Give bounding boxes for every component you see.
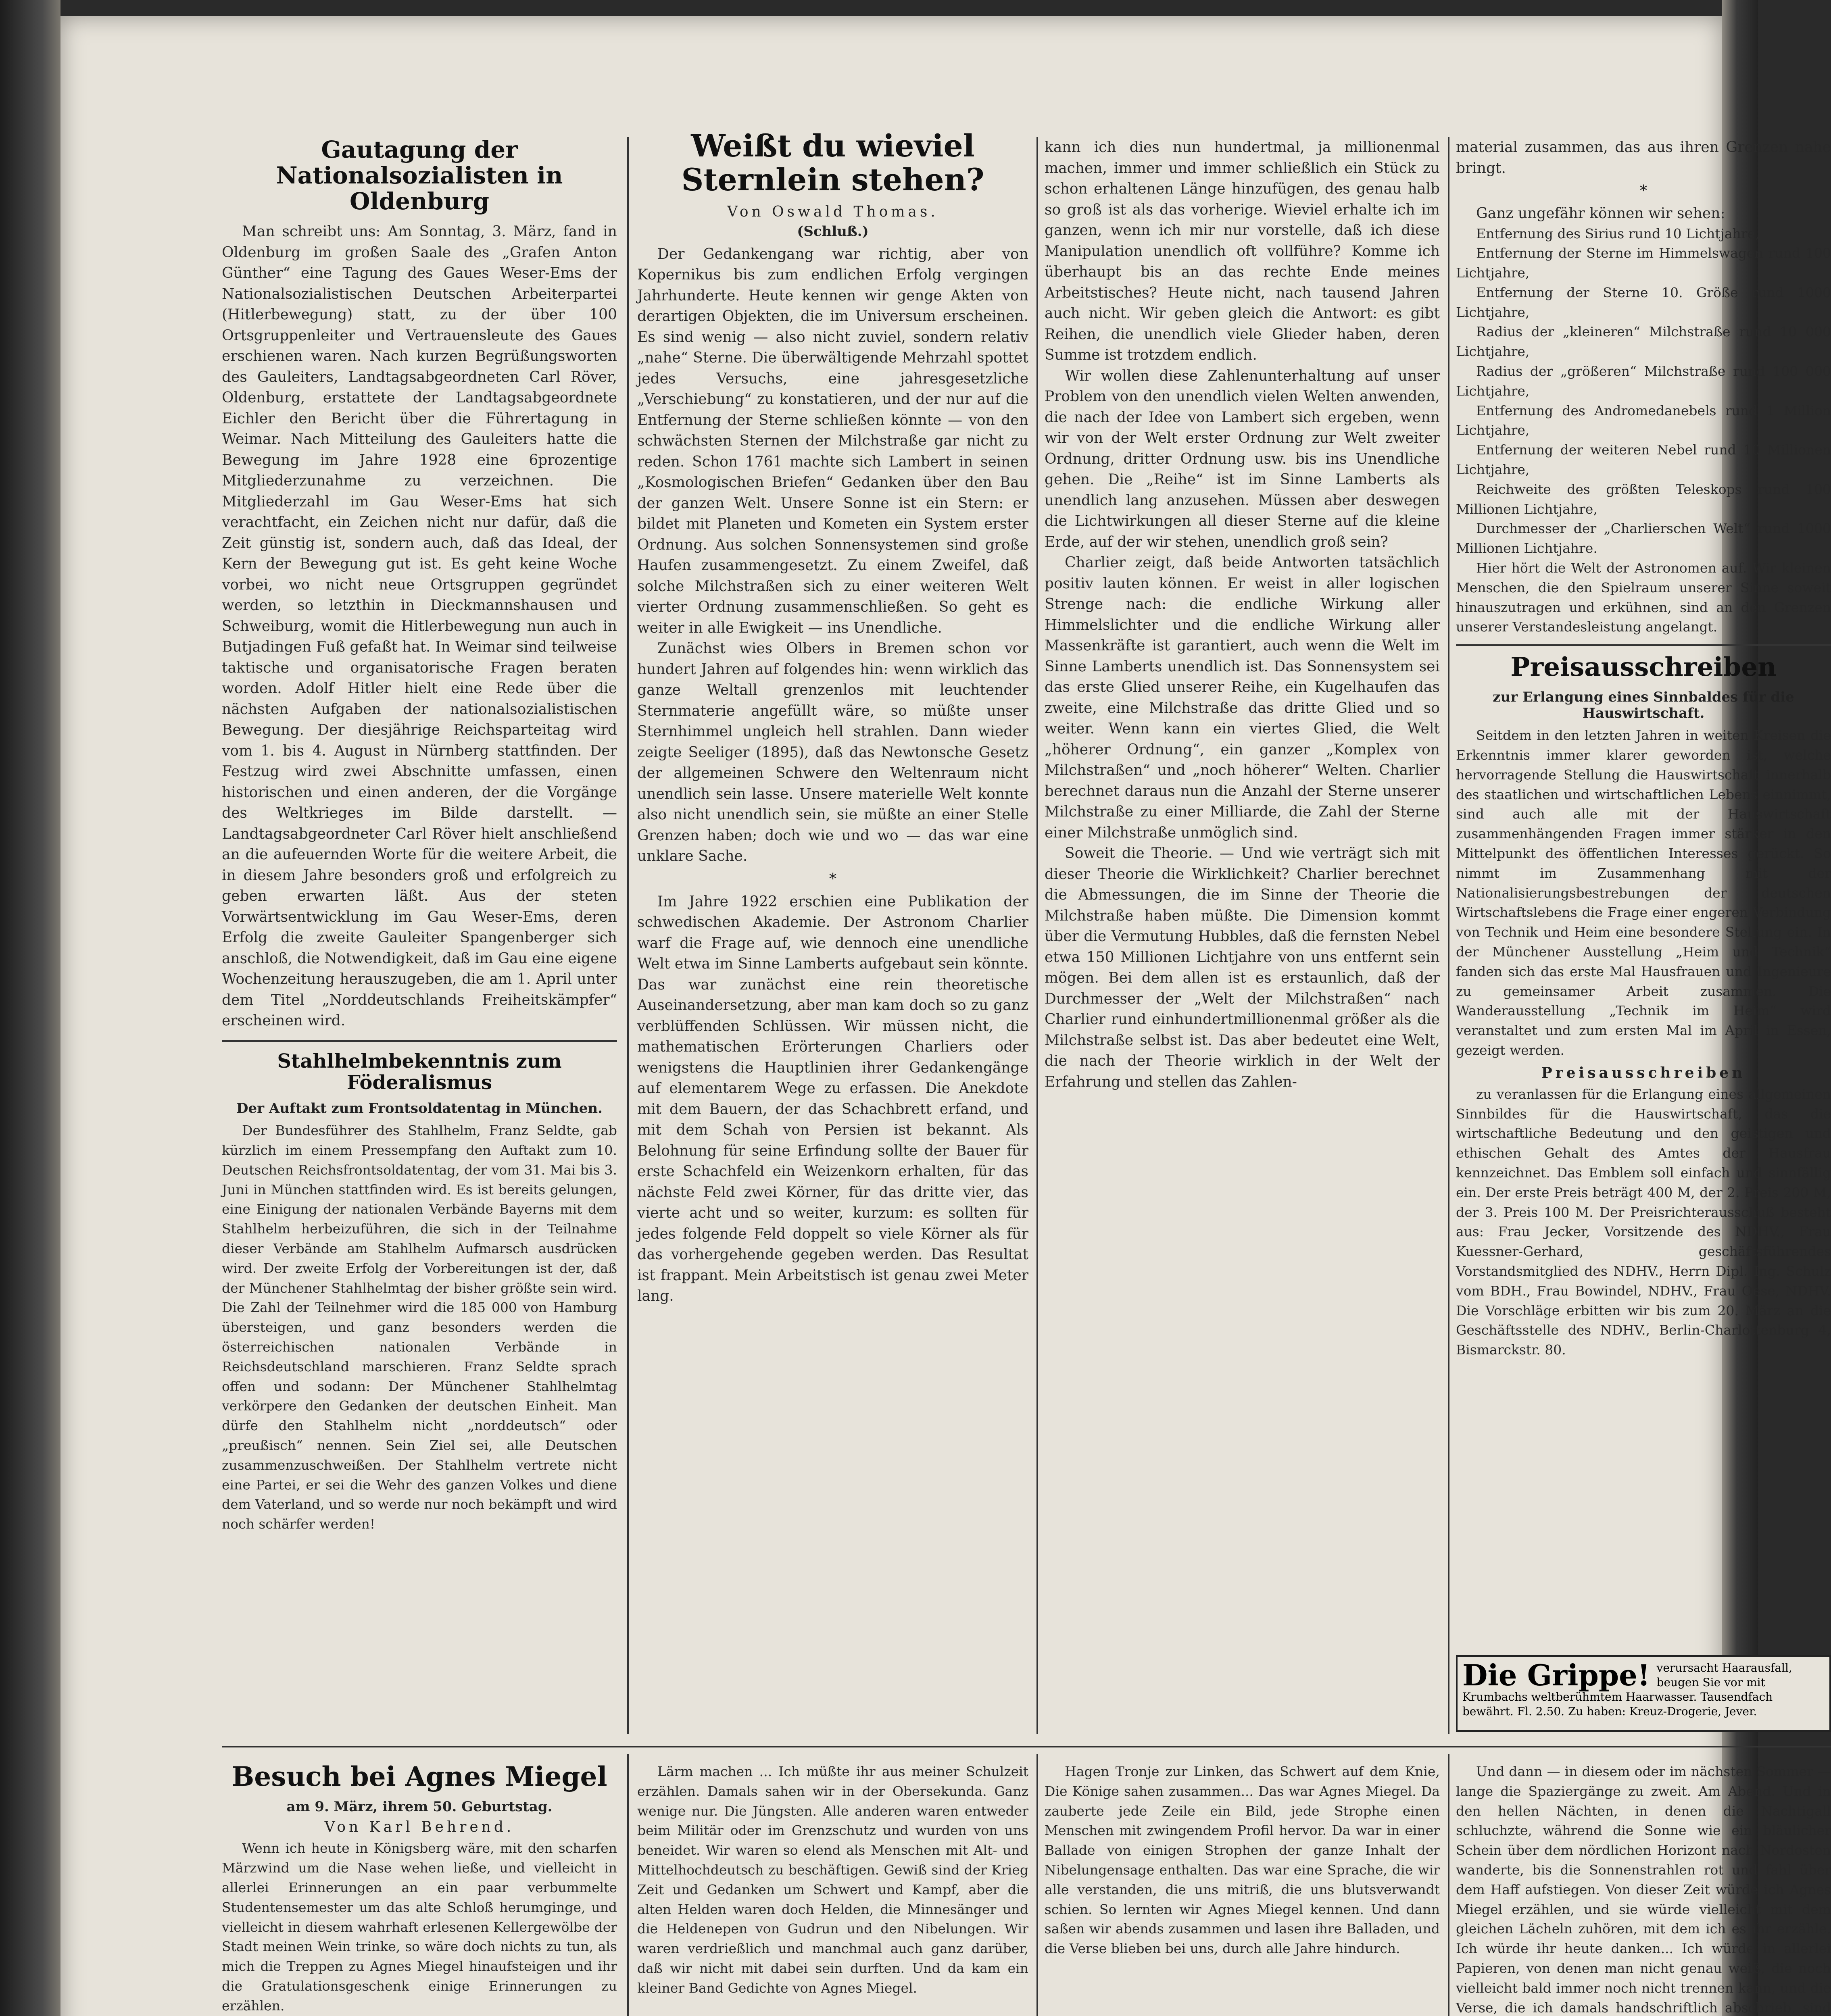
column-rule xyxy=(1448,137,1449,1734)
byline-thomas: Von Oswald Thomas. xyxy=(727,204,938,221)
article-divider xyxy=(222,1040,617,1042)
article-miegel-part-5: Und dann — in diesem oder im nächsten Sommer — lange die Spaziergänge zu zweit. Am Abend. Und in den hellen Nächten, in denen die Nachtigall schluchzte, während die Sonne wie ein bläulicher Schein über dem nördlichen Horizont nach Nordosten wanderte, bis die Sonnenstrahlen rot und fahl über dem Haff aufstiegen. Von dieser Zeit würde ich Agnes Miegel erzählen, und sie würde vielleicht mit dem gleichen Lächeln zuhören, mit dem ich es ihr erzähle. Ich würde ihr heute danken... Ich würde in allerlei Papieren, von denen man nicht genau weiß, die noch vielleicht bald immer noch nicht trennen kann, und die Verse, die ich damals handschriftlich abschrieb, sind xyxy=(1456,1764,1831,2016)
bottom-column-3 xyxy=(1045,1762,1440,1959)
section-divider xyxy=(222,1746,1831,1747)
distance-list-item: Radius der „größeren“ Milchstraße rund 100 000 Lichtjahre, xyxy=(1456,363,1831,399)
bottom-column-1 xyxy=(222,1762,617,2016)
distance-list-item: Entfernung des Sirius rund 10 Lichtjahre, xyxy=(1476,225,1760,242)
article-sternlein-part-6: Charlier zeigt, daß beide Antworten tatsächlich positiv lauten können. Er weist in aller logischen Strenge nach: die endliche Wirkung aller Himmelslichter und die endliche Wirkung aller Massenkräfte ist garantiert, auch wenn die Welt im Sinne Lamberts unendlich ist. Das Sonnensystem sei das erste Glied unserer Reihe, ein Kugelhaufen das zweite, eine Milchstraße das dritte Glied und so weiter. Wenn kann ein viertes Glied, die Welt „höherer Ordnung“, ein ganzer „Komplex von Milchstraßen“ und „noch höherer“ Welten. Charlier berechnet daraus nun die Anzahl der Sterne unserer Milchstraße zu einer Milliarde, die Zahl der Sterne einer Milchstraße unmöglich sind. xyxy=(1045,554,1440,841)
headline-stahlhelm: Stahlhelmbekenntnis zum Föderalismus xyxy=(277,1050,562,1094)
column-3 xyxy=(1045,137,1440,1092)
bottom-column-4 xyxy=(1456,1762,1831,2016)
column-rule xyxy=(1448,1754,1449,2016)
column-rule xyxy=(1036,137,1038,1734)
article-preisausschreiben-body: Seitdem in den letzten Jahren in weiten Kreisen die Erkenntnis immer klarer geworden ist, welche hervorragende Stellung die Hauswirtschaft innerhalb des staatlichen und wirtschaftlichen Lebens einnimmt, sind auch alle mit der Hauswirtschaft zusammenhängenden Fragen immer stärker in den Mittelpunkt des öffentlichen Interesses gerückt. So nimmt im Zusammenhang mit der Nationalisierungsbestrebungen der deutschen Wirtschaftslebens die Frage einer engeren Verbindung von Technik und Heim eine besondere Stellung ein. In der Münchener Ausstellung „Heim und Technik“ fanden sich das erste Mal Hausfrauen und Ingenieure zu gemeinsamer Arbeit zusammen. Die Wanderausstellung „Technik im Heim“ wird veranstaltet und zum ersten Mal im April in Essen, gezeigt werden. xyxy=(1456,727,1831,1058)
headline-gautagung: Gautagung der Nationalsozialisten in Oldenburg xyxy=(276,136,563,215)
distance-list-item: Entfernung des Andromedanebels rund 1 Million Lichtjahre, xyxy=(1456,402,1831,438)
bottom-column-2 xyxy=(637,1762,1028,1998)
distance-list-item: Durchmesser der „Charlierschen Welt“ rund 1000 Millionen Lichtjahre. xyxy=(1456,521,1831,556)
section-preisausschreiben: Preisausschreiben xyxy=(1541,1064,1746,1081)
column-1 xyxy=(222,137,617,1534)
column-4 xyxy=(1456,137,1831,1360)
article-miegel-part-4: Hagen Tronje zur Linken, das Schwert auf dem Knie, Die Könige sahen zusammen... Das war Agnes Miegel. Da zauberte jede Zeile ein Bild, jede Strophe einen Menschen mit zwingendem Profil hervor. Da war in einer Ballade von einigen Strophen der ganze Inhalt der Nibelungensage enthalten. Das war eine Sprache, die wir alle verstanden, die uns mitriß, die uns blutsverwandt schien. So lernten wir Agnes Miegel kennen. Und dann saßen wir abends zusammen und lasen ihre Balladen, und die Verse blieben bei uns, durch alle Jahre hindurch. xyxy=(1045,1764,1440,1957)
article-sternlein-part-7: Soweit die Theorie. — Und wie verträgt sich mit dieser Theorie die Wirklichkeit? Charlier berechnet die Abmessungen, die im Sinne der Theorie die Milchstraße haben müßte. Die Dimension kommt über die Vermutung Hubbles, daß die fernsten Nebel etwa 150 Millionen Lichtjahre von uns entfernt sein mögen. Bei dem allen ist es erstaunlich, daß der Durchmesser der „Welt der Milchstraßen“ nach Charlier rund einhundertmillionenmal größer als die Milchstraße selbst ist. Das aber bedeutet eine Welt, die nach der Theorie wirklich in der Welt der Erfahrung und stellen das Zahlen- xyxy=(1045,845,1440,1090)
distance-list-item: Radius der „kleineren“ Milchstraße rund 10 000 Lichtjahre, xyxy=(1456,324,1831,360)
column-rule xyxy=(1036,1754,1038,2016)
subheadline-agnes-miegel: am 9. März, ihrem 50. Geburtstag. xyxy=(286,1798,553,1815)
column-rule xyxy=(627,1754,629,2016)
book-binding-edge xyxy=(0,0,60,2016)
article-miegel-part-1: Wenn ich heute in Königsberg wäre, mit den scharfen Märzwind um die Nase wehen ließe, und vielleicht in allerlei Erinnerungen an ein paar verbummelte Studentensemester um das alte Schloß herumginge, und vielleicht in diesem wahrhaft erlesenen Kellergewölbe der Stadt meinen Wein trinke, so wäre doch nichts zu tun, als mich die Treppen zu Agnes Miegel hinaufsteigen und ihr die Gratulationsgeschenk einige Erinnerungen zu erzählen. xyxy=(222,1840,617,2014)
article-sternlein-part-3: Im Jahre 1922 erschien eine Publikation der schwedischen Akademie. Der Astronom Charlier warf die Frage auf, wie dennoch eine unendliche Welt etwa im Sinne Lamberts aufgebaut sein könnte. Das war zunächst eine rein theoretische Auseinandersetzung, aber man kam doch so zu ganz verblüffenden Schlüssen. Wir müssen nicht, die mathematischen Erörterungen Charliers oder wenigstens die Hauptlinien ihrer Gedankengänge auf elementarem Wege zu erfassen. Die Anekdote mit dem Bauern, der das Schachbrett erfand, und mit dem Schah von Persien ist bekannt. Als Belohnung für seine Erfindung sollte der Bauer für erste Schachfeld ein Weizenkorn erhalten, für das nächste Feld zwei Körner, für das dritte vier, das vierte acht und so weiter, kurzum: es sollten für jedes folgende Feld doppelt so viele Körner als für das vorhergehende gegeben werden. Das Resultat ist frappant. Mein Arbeitstisch ist genau zwei Meter lang. xyxy=(637,893,1028,1305)
newspaper-page xyxy=(60,16,1831,2016)
distance-list-item: Entfernung der Sterne im Himmelswagen rund 100 Lichtjahre, xyxy=(1456,245,1831,281)
article-miegel-part-3: Lärm machen ... Ich müßte ihr aus meiner Schulzeit erzählen. Damals sahen wir in der Obersekunda. Ganz wenige nur. Die Jüngsten. Alle anderen waren entweder beim Militär oder im Grenzschutz und wurden von uns beneidet. Wir waren so elend als Menschen mit Alt- und Mittelhochdeutsch zu beschäftigen. Gewiß sind der Krieg Zeit und Gedanken um Schwert und Kampf, aber die alten Helden waren doch Helden, die Minnesänger und die Heldenepen von Gudrun und den Nibelungen. Wir waren verdrießlich und manchmal auch ganz darüber, daß wir nicht mit dabei sein durften. Und da kam ein kleiner Band Gedichte von Agnes Miegel. xyxy=(637,1764,1028,1996)
article-sternlein-part-2: Zunächst wies Olbers in Bremen schon vor hundert Jahren auf folgendes hin: wenn wirklich das ganze Weltall grenzenlos mit leuchtender Sternmaterie angefüllt wäre, so müßte unser Sternhimmel ungleich hell strahlen. Dann wieder zeigte Seeliger (1895), daß das Newtonsche Gesetz der allgemeinen Schwere den Weltenraum nicht unendlich sein lasse. Unsere materielle Welt konnte also nicht unendlich sein, sie müßte an einer Stelle Grenzen haben; doch wie und wo — das war eine unklare Sache. xyxy=(637,640,1028,865)
continued-marker: (Schluß.) xyxy=(797,223,869,240)
byline-behrend: Von Karl Behrend. xyxy=(324,1819,515,1836)
article-sternlein-part-1: Der Gedankengang war richtig, aber von Kopernikus bis zum endlichen Erfolg vergingen Jahrhunderte. Heute kennen wir genge Akten von derartigen Objekten, die im Universum erscheinen. Es sind wenig — also nicht zuviel, sondern relativ „nahe“ Sterne. Die überwältigende Mehrzahl spottet jedes Versuchs, eine jahresgesetzliche „Verschiebung“ zu konstatieren, und der nur auf die Entfernung der Sterne schließen könnte — von den schwächsten Sternen der Milchstraße gar nicht zu reden. Schon 1761 machte sich Lambert in seinen „Kosmologischen Briefen“ Gedanken über den Bau der ganzen Welt. Unsere Sonne ist ein Stern: er bildet mit Planeten und Kometen ein System erster Ordnung. Aus solchen Sonnensystemen sind große Haufen zusammengesetzt. Zu einem Zweifel, daß solche Milchstraßen sich zu einer weiteren Welt vierter Ordnung zusammenschließen. So geht es weiter in alle Ewigkeit — ins Unendliche. xyxy=(637,246,1028,636)
article-divider xyxy=(1456,644,1831,646)
distance-list-item: Reichweite des größten Teleskops rund 100 Millionen Lichtjahre, xyxy=(1456,481,1831,517)
distance-list-item: Entfernung der weiteren Nebel rund 10 Millionen Lichtjahre, xyxy=(1456,442,1831,478)
headline-agnes-miegel: Besuch bei Agnes Miegel xyxy=(231,1761,607,1792)
article-preisausschreiben-rules: zu veranlassen für die Erlangung eines allgemeinen Sinnbildes für die Hauswirtschaft, das die wirtschaftliche Bedeutung und den geistigen und ethischen Gehalt des Amtes der Hausfrau kennzeichnet. Das Emblem soll einfach und sinnfällig ein. Der erste Preis beträgt 400 M, der 2. Preis 200 M, der 3. Preis 100 M. Der Preisrichterausschuß besteht aus: Frau Jecker, Vorsitzende des NDHV., Frau Kuessner-Gerhard, geschäftsführendes Vorstandsmitglied des NDHV., Herrn Dipl. Ing. Schulz vom BDH., Frau Bowindel, NDHV., Frau Oese, NDHV. Die Vorschläge erbitten wir bis zum 20. März an die Geschäftsstelle des NDHV., Berlin-Charlottenburg 4, Bismarckstr. 80. xyxy=(1456,1086,1831,1358)
column-rule xyxy=(627,137,629,1734)
article-gautagung-body: Man schreibt uns: Am Sonntag, 3. März, fand in Oldenburg im großen Saale des „Grafen Anton Günther“ eine Tagung des Gaues Weser-Ems der Nationalsozialistischen Deutschen Arbeiterpartei (Hitlerbewegung) statt, zu der über 100 Ortsgruppenleiter und Vertrauensleute des Gaues erschienen waren. Nach kurzen Begrüßungsworten des Gauleiters, Landtagsabgeordneten Carl Röver, Oldenburg, erstattete der Landtagsabgeordnete Eichler den Bericht über die Führertagung in Weimar. Nach Mitteilung des Gauleiters hatte die Bewegung im Jahre 1928 eine 6prozentige Mitgliederzunahme zu verzeichnen. Die Mitgliederzahl im Gau Weser-Ems hat sich verachtfacht, ein Zeichen nicht nur dafür, daß die Zeit günstig ist, sondern auch, daß das Ideal, der Kern der Bewegung gut ist. Es geht keine Woche vorbei, wo nicht neue Ortsgruppen gegründet werden, so letzthin in Dieckmannshausen und Schweiburg, womit die Hitlerbewegung nun auch in Butjadingen Fuß gefaßt hat. In Weimar sind teilweise taktische und organisatorische Fragen beraten worden. Adolf Hitler hielt eine Rede über die nächsten Aufgaben der nationalsozialistischen Bewegung. Der diesjährige Reichsparteitag wird vom 1. bis 4. August in Nürnberg stattfinden. Der Festzug wird zwei Abschnitte umfassen, einen historischen und einen anderen, der die Vorgänge des Weltkrieges im Bilde darstellt. — Landtagsabgeordneter Carl Röver hielt anschließend an die aufeuernden Worte für die weitere Arbeit, die in diesem Jahre besonders groß und erfolgreich zu geben erwarten läßt. Aus der steten Vorwärtsentwicklung im Gau Weser-Ems, deren Erfolg die zweite Gauleiter Spangenberger sich anschloß, die Notwendigkeit, daß im Gau eine eigene Wochenzeitung herauszugeben, die am 1. April unter dem Titel „Norddeutschlands Freiheitskämpfer“ erscheinen wird. xyxy=(222,223,617,1029)
subheadline-preisausschreiben: zur Erlangung eines Sinnbaldes für die Hauswirtschaft. xyxy=(1493,689,1794,722)
column-2 xyxy=(637,129,1028,1307)
ad-grippe-title: Die Grippe! xyxy=(1462,1658,1650,1692)
article-sternlein-conclusion: Hier hört die Welt der Astronomen auf. Wir kleinen Menschen, die den Spielraum unserer Sinne soweit hinauszutragen und erkühnen, sind an den Grenzen unserer Verstandesleistung angelangt. xyxy=(1456,560,1831,635)
article-sternlein-end: material zusammen, das aus ihren Grenzen nahe bringt. xyxy=(1456,139,1831,177)
article-stahlhelm-body: Der Bundesführer des Stahlhelm, Franz Seldte, gab kürzlich im einem Pressempfang den Auftakt zum 10. Deutschen Reichsfrontsoldatentag, der vom 31. Mai bis 3. Juni in München stattfinden wird. Es ist bereits gelungen, eine Einigung der nationalen Verbände Bayerns mit dem Stahlhelm herbeizuführen, die sich in der Teilnahme dieser Verbände am Stahlhelm Aufmarsch ausdrücken wird. Der zweite Erfolg der Vorbereitungen ist der, daß der Münchener Stahlhelmtag der bisher größte sein wird. Die Zahl der Teilnehmer wird die 185 000 von Hamburg übersteigen, und ganz besonders werden die österreichischen nationalen Verbände in Reichsdeutschland marschieren. Franz Seldte sprach offen und sodann: Der Münchener Stahlhelmtag verkörpere den Gedanken der deutschen Einheit. Man dürfe den Stahlhelm nicht „norddeutsch“ oder „preußisch“ nennen. Sein Ziel sei, alle Deutschen zusammenzuschweißen. Der Stahlhelm vertrete nicht eine Partei, er sei die Wehr des ganzen Volkes und diene dem Vaterland, und so werde nur noch bekämpft und wird noch schärfer werden! xyxy=(222,1123,617,1532)
headline-sternlein: Weißt du wieviel Sternlein stehen? xyxy=(681,128,984,198)
distance-list-intro: Ganz ungefähr können wir sehen: xyxy=(1476,205,1725,222)
article-sternlein-part-5: Wir wollen diese Zahlenunterhaltung auf unser Problem von den unendlich vielen Welten anwenden, die nach der Idee von Lambert sich ergeben, wenn wir von der Welt erster Ordnung zur Welt zweiter Ordnung, dritter Ordnung usw. bis ins Unendliche gehen. Die „Reihe“ ist im Sinne Lamberts als unendlich lang anzusehen. Müssen aber deswegen die Lichtwirkungen all dieser Sterne auf die kleine Erde, auf der wir stehen, unendlich groß sein? xyxy=(1045,367,1440,550)
article-sternlein-part-4: kann ich dies nun hundertmal, ja millionenmal machen, immer und immer schließlich ein Stück zu schon erhaltenen Länge hinzufügen, des genau halb so groß ist als das vorherige. Wieviel erhalte ich im ganzen, wenn ich mir nur vorstelle, daß ich diese Manipulation unendlich oft vollführe? Komme ich überhaupt bis an das rechte Ende meines Arbeitstisches? Heute nicht, nach tausend Jahren auch nicht. Wir geben gleich die Antwort: es gibt Reihen, die unendlich viele Glieder haben, deren Summe ist trotzdem endlich. xyxy=(1045,139,1440,363)
ad-grippe-text: verursacht Haarausfall, beugen Sie vor mit Krumbachs weltberühmtem Haarwasser. Tausendfach bewährt. Fl. 2.50. Zu haben: Kreuz-Drogerie, Jever. xyxy=(1462,1661,1792,1718)
distance-list-item: Entfernung der Sterne 10. Größe rund 1000 Lichtjahre, xyxy=(1456,284,1831,320)
subheadline-stahlhelm: Der Auftakt zum Frontsoldatentag in München. xyxy=(236,1100,603,1117)
advertisement-grippe xyxy=(1456,1655,1831,1732)
headline-preisausschreiben: Preisausschreiben xyxy=(1510,652,1777,683)
section-star: * xyxy=(1640,183,1647,199)
section-star: * xyxy=(829,871,836,887)
